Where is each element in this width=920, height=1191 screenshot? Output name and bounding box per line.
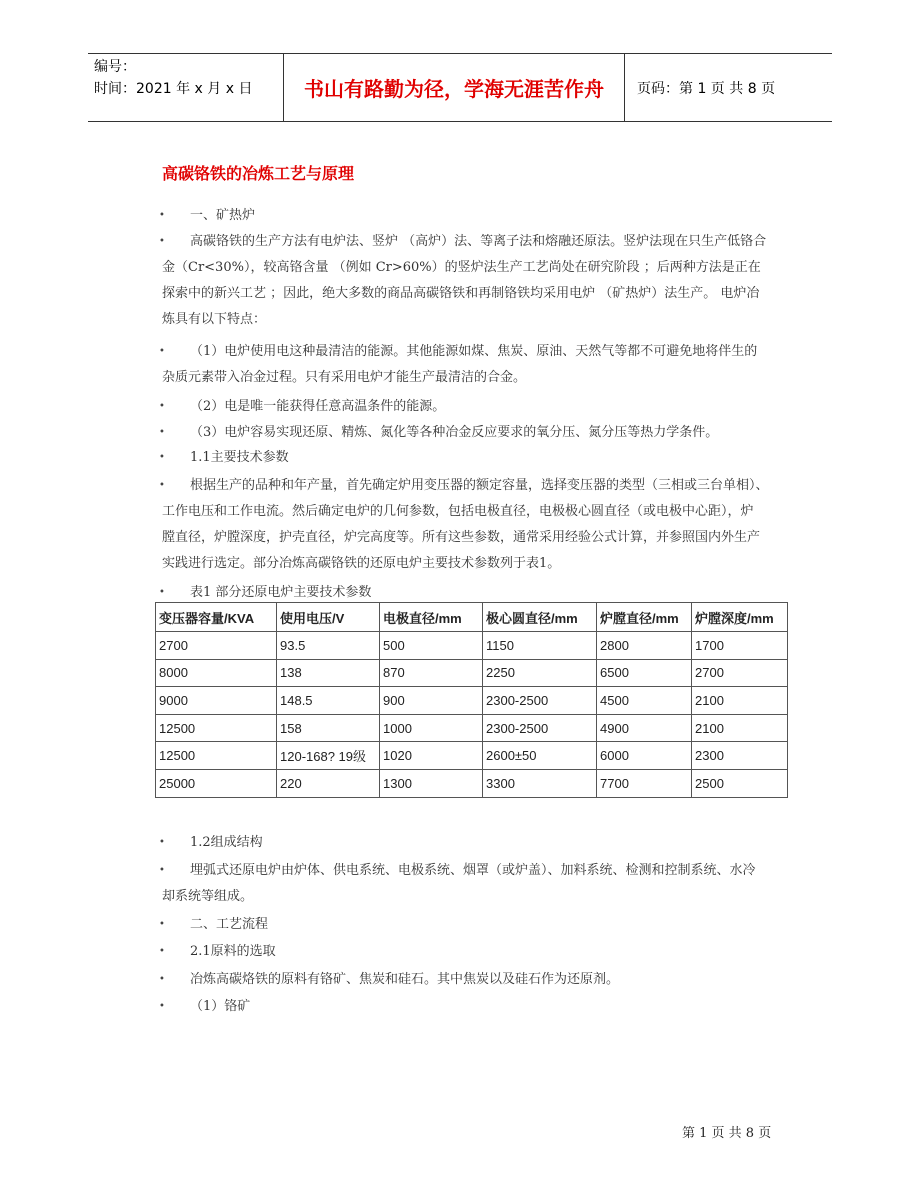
bullet-icon: • — [159, 401, 165, 412]
table-cell: 9000 — [156, 687, 277, 715]
list-item — [159, 394, 794, 420]
table-cell: 158 — [277, 714, 380, 742]
paragraph-text: 高碳铬铁的生产方法有电炉法、竖炉 （高炉）法、等离子法和熔融还原法。竖炉法现在只生产低铬合 — [190, 234, 767, 249]
paragraph-text: 一、矿热炉 — [190, 208, 256, 223]
table-cell: 2700 — [692, 659, 788, 687]
table-cell: 1020 — [380, 742, 483, 770]
table-header-cell: 极心圆直径/mm — [483, 603, 597, 632]
paragraph-text: 杂质元素带入冶金过程。只有采用电炉才能生产最清洁的合金。 — [162, 370, 527, 385]
list-item — [159, 939, 794, 965]
bullet-icon: • — [159, 210, 165, 221]
table-cell: 500 — [380, 632, 483, 660]
paragraph-text: （3）电炉容易实现还原、精炼、氮化等各种冶金反应要求的氧分压、氮分压等热力学条件。 — [190, 425, 719, 440]
table-cell: 25000 — [156, 769, 277, 797]
list-item — [159, 994, 794, 1020]
table-cell: 12500 — [156, 714, 277, 742]
table-row — [156, 714, 788, 742]
table-header-cell: 变压器容量/KVA — [156, 603, 277, 632]
bullet-icon: • — [159, 236, 165, 247]
table-cell: 12500 — [156, 742, 277, 770]
list-item — [159, 473, 794, 577]
table-cell: 1150 — [483, 632, 597, 660]
table-cell: 2300-2500 — [483, 714, 597, 742]
header-page-label: 页码：第 1 页 共 8 页 — [637, 80, 776, 97]
table-cell: 2800 — [597, 632, 692, 660]
paragraph-text: （1）电炉使用电这种最清洁的能源。其他能源如煤、焦炭、原油、天然气等都不可避免地将伴生的 — [190, 344, 758, 359]
paragraph-text: 金（Cr<30%），较高铬含量 （例如 Cr>60%）的竖炉法生产工艺尚处在研究阶段 ；后两种方法是正在 — [162, 260, 761, 275]
header-time-label: 时间：2021 年 x 月 x 日 — [94, 81, 253, 97]
table-cell: 2300-2500 — [483, 687, 597, 715]
bullet-icon: • — [159, 919, 165, 930]
table-row — [156, 659, 788, 687]
paragraph-text: 却系统等组成。 — [162, 889, 254, 904]
section-heading: 2.1原料的选取 — [190, 944, 276, 959]
table-cell: 900 — [380, 687, 483, 715]
table-cell: 6000 — [597, 742, 692, 770]
table-cell: 93.5 — [277, 632, 380, 660]
bullet-icon: • — [159, 946, 165, 957]
table-header-row — [156, 603, 788, 632]
table-cell: 138 — [277, 659, 380, 687]
table-cell: 4500 — [597, 687, 692, 715]
table-cell: 2600±50 — [483, 742, 597, 770]
bullet-icon: • — [159, 865, 165, 876]
table-cell: 220 — [277, 769, 380, 797]
bullet-icon: • — [159, 587, 165, 598]
document-title: 高碳铬铁的冶炼工艺与原理 — [162, 164, 355, 183]
section-heading: 1.1主要技术参数 — [190, 450, 289, 465]
paragraph-text: 探索中的新兴工艺 ；因此，绝大多数的商品高碳铬铁和再制铬铁均采用电炉 （矿热炉）法生产。 电炉冶 — [162, 286, 760, 301]
table-cell: 8000 — [156, 659, 277, 687]
table-row — [156, 742, 788, 770]
table-cell: 2500 — [692, 769, 788, 797]
list-item — [159, 445, 794, 471]
paragraph-text: （2）电是唯一能获得任意高温条件的能源。 — [190, 399, 446, 414]
bullet-icon: • — [159, 346, 165, 357]
table-cell: 6500 — [597, 659, 692, 687]
paragraph-text: 工作电压和工作电流。然后确定电炉的几何参数，包括电极直径，电极极心圆直径（或电极中心距），炉 — [162, 504, 754, 519]
section-heading: 二、工艺流程 — [190, 917, 269, 932]
table-cell: 1000 — [380, 714, 483, 742]
page-header — [88, 53, 832, 122]
list-item — [159, 830, 794, 856]
header-meta — [88, 54, 284, 121]
bullet-icon: • — [159, 480, 165, 491]
table-cell: 148.5 — [277, 687, 380, 715]
table-cell: 870 — [380, 659, 483, 687]
paragraph-text: 埋弧式还原电炉由炉体、供电系统、电极系统、烟罩（或炉盖）、加料系统、检测和控制系统、水冷 — [190, 863, 756, 878]
parameter-table — [155, 602, 788, 798]
bullet-icon: • — [159, 427, 165, 438]
table-header-cell: 炉膛直径/mm — [597, 603, 692, 632]
table-cell: 4900 — [597, 714, 692, 742]
bullet-icon: • — [159, 837, 165, 848]
bullet-icon: • — [159, 452, 165, 463]
list-item — [159, 967, 794, 993]
paragraph-text: 炼具有以下特点： — [162, 312, 267, 327]
table-row — [156, 632, 788, 660]
table-caption: 表1 部分还原电炉主要技术参数 — [190, 585, 372, 600]
paragraph-text: 膛直径，炉膛深度，护壳直径，炉完高度等。所有这些参数，通常采用经验公式计算，并参照国内外生产 — [162, 530, 761, 545]
bullet-icon: • — [159, 1001, 165, 1012]
list-item — [159, 858, 794, 910]
table-cell: 2100 — [692, 687, 788, 715]
table-cell: 3300 — [483, 769, 597, 797]
table-header-cell: 电极直径/mm — [380, 603, 483, 632]
paragraph-text: 冶炼高碳烙铁的原料有铬矿、焦炭和硅石。其中焦炭以及硅石作为还原剂。 — [190, 972, 620, 987]
table-cell: 2700 — [156, 632, 277, 660]
list-item — [159, 203, 794, 229]
page-footer: 第 1 页 共 8 页 — [682, 1126, 772, 1141]
section-heading: 1.2组成结构 — [190, 835, 263, 850]
table-row — [156, 769, 788, 797]
section-heading: （1）铬矿 — [190, 999, 251, 1014]
list-item — [159, 339, 794, 391]
table-header-cell: 使用电压/V — [277, 603, 380, 632]
paragraph-text: 实践进行选定。部分冶炼高碳铬铁的还原电炉主要技术参数列于表1。 — [162, 556, 561, 571]
table-row — [156, 687, 788, 715]
table-cell: 1700 — [692, 632, 788, 660]
table-header-cell: 炉膛深度/mm — [692, 603, 788, 632]
table-cell: 7700 — [597, 769, 692, 797]
paragraph-text: 根据生产的品种和年产量，首先确定炉用变压器的额定容量，选择变压器的类型（三相或三台单相）、 — [190, 478, 769, 493]
table-cell: 120-168? 19级 — [277, 742, 380, 770]
table-cell: 1300 — [380, 769, 483, 797]
list-item — [159, 912, 794, 938]
header-motto: 书山有路勤为径，学海无涯苦作舟 — [284, 54, 625, 121]
table-cell: 2300 — [692, 742, 788, 770]
bullet-icon: • — [159, 974, 165, 985]
list-item — [159, 229, 794, 333]
table-cell: 2250 — [483, 659, 597, 687]
table-cell: 2100 — [692, 714, 788, 742]
list-item — [159, 420, 794, 446]
header-number-label: 编号： — [94, 59, 136, 75]
